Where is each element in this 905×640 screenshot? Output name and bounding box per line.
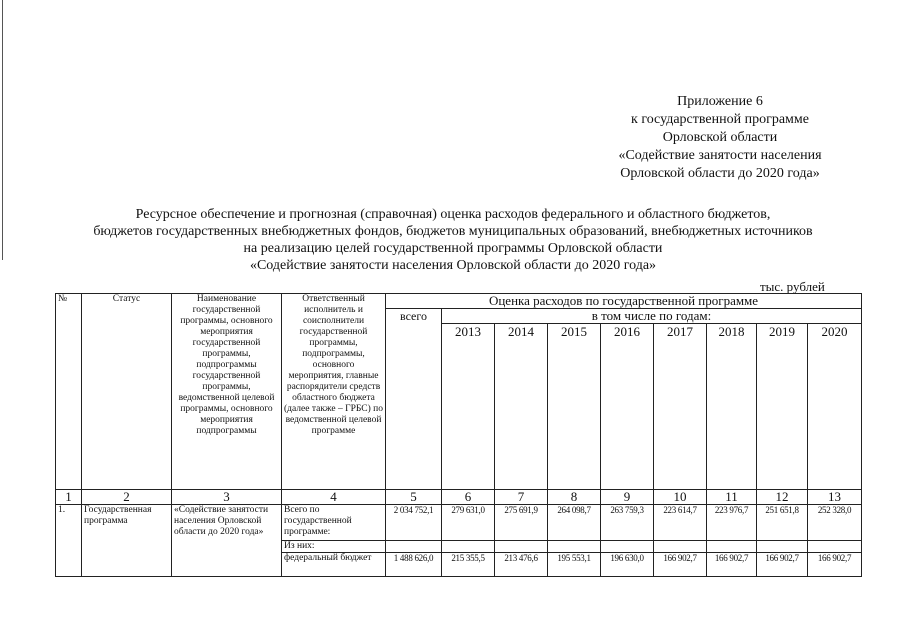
column-number: 5 [386,490,442,505]
header-estimate: Оценка расходов по государственной программе [386,294,862,309]
column-number: 12 [757,490,808,505]
value-cell: 213 476,6 [495,553,548,577]
title-line-3: на реализацию целей государственной программы Орловской области [243,241,663,256]
value-cell: 223 976,7 [707,505,757,541]
value-cell: 275 691,9 [495,505,548,541]
header-year: 2018 [707,324,757,490]
row-status: Государственная программа [82,505,172,577]
row-executor: федеральный бюджет [282,553,386,577]
value-cell: 195 553,1 [548,553,601,577]
title-line-4: «Содействие занятости населения Орловской области до 2020 года» [249,258,657,273]
value-cell: 196 630,0 [601,553,654,577]
header-year: 2016 [601,324,654,490]
appendix-line-4: «Содействие занятости населения [618,148,822,163]
column-number: 1 [56,490,82,505]
header-executor: Ответственный исполнитель и соисполнители государственной программы, подпрограммы, основного мероприятия, главные распорядители средств областного бюджета (далее также – ГРБС) по ведомственной целевой программе [282,294,386,490]
title-line-2: бюджетов государственных внебюджетных фондов, бюджетов муниципальных образований, внебюджетных источников [93,224,813,239]
value-cell [548,541,601,553]
header-year: 2014 [495,324,548,490]
value-cell [707,541,757,553]
header-total: всего [386,309,442,490]
column-number: 4 [282,490,386,505]
left-margin-rule [2,0,3,260]
column-number: 7 [495,490,548,505]
document-title [50,206,856,274]
row-number: 1. [56,505,82,577]
value-cell: 1 488 626,0 [386,553,442,577]
value-cell [654,541,707,553]
row-name: «Содействие занятости населения Орловской области до 2020 года» [172,505,282,577]
column-number: 9 [601,490,654,505]
value-cell [601,541,654,553]
value-cell: 2 034 752,1 [386,505,442,541]
value-cell: 251 651,8 [757,505,808,541]
budget-table [55,293,862,577]
value-cell: 223 614,7 [654,505,707,541]
header-year: 2017 [654,324,707,490]
value-cell: 279 631,0 [442,505,495,541]
value-cell: 166 902,7 [707,553,757,577]
appendix-line-5: Орловской области до 2020 года» [620,166,820,181]
value-cell [442,541,495,553]
title-line-1: Ресурсное обеспечение и прогнозная (справочная) оценка расходов федерального и областного бюджетов, [135,207,771,222]
appendix-line-2: к государственной программе [631,112,809,127]
row-executor: Из них: [282,541,386,553]
value-cell [495,541,548,553]
column-number: 13 [808,490,862,505]
row-executor: Всего по государственной программе: [282,505,386,541]
header-year: 2013 [442,324,495,490]
column-number: 2 [82,490,172,505]
value-cell [808,541,862,553]
column-number: 6 [442,490,495,505]
column-number: 10 [654,490,707,505]
header-year: 2020 [808,324,862,490]
header-name: Наименование государственной программы, основного мероприятия государственной программы, подпрограммы государственной программы, ведомственной целевой программы, основного мероприятия подпрограммы [172,294,282,490]
value-cell: 166 902,7 [757,553,808,577]
value-cell [386,541,442,553]
header-num: № [56,294,82,490]
value-cell: 263 759,3 [601,505,654,541]
header-status: Статус [82,294,172,490]
appendix-line-1: Приложение 6 [677,94,763,109]
value-cell: 215 355,5 [442,553,495,577]
header-row-1 [56,294,862,309]
header-year: 2019 [757,324,808,490]
appendix-header [590,93,850,183]
value-cell: 264 098,7 [548,505,601,541]
column-number: 8 [548,490,601,505]
value-cell: 252 328,0 [808,505,862,541]
column-number: 3 [172,490,282,505]
column-numbers-row [56,490,862,505]
value-cell: 166 902,7 [654,553,707,577]
table-row [56,505,862,541]
header-by-years: в том числе по годам: [442,309,862,324]
units-label: тыс. рублей [760,279,825,294]
appendix-line-3: Орловской области [662,130,778,145]
value-cell: 166 902,7 [808,553,862,577]
value-cell [757,541,808,553]
column-number: 11 [707,490,757,505]
header-year: 2015 [548,324,601,490]
